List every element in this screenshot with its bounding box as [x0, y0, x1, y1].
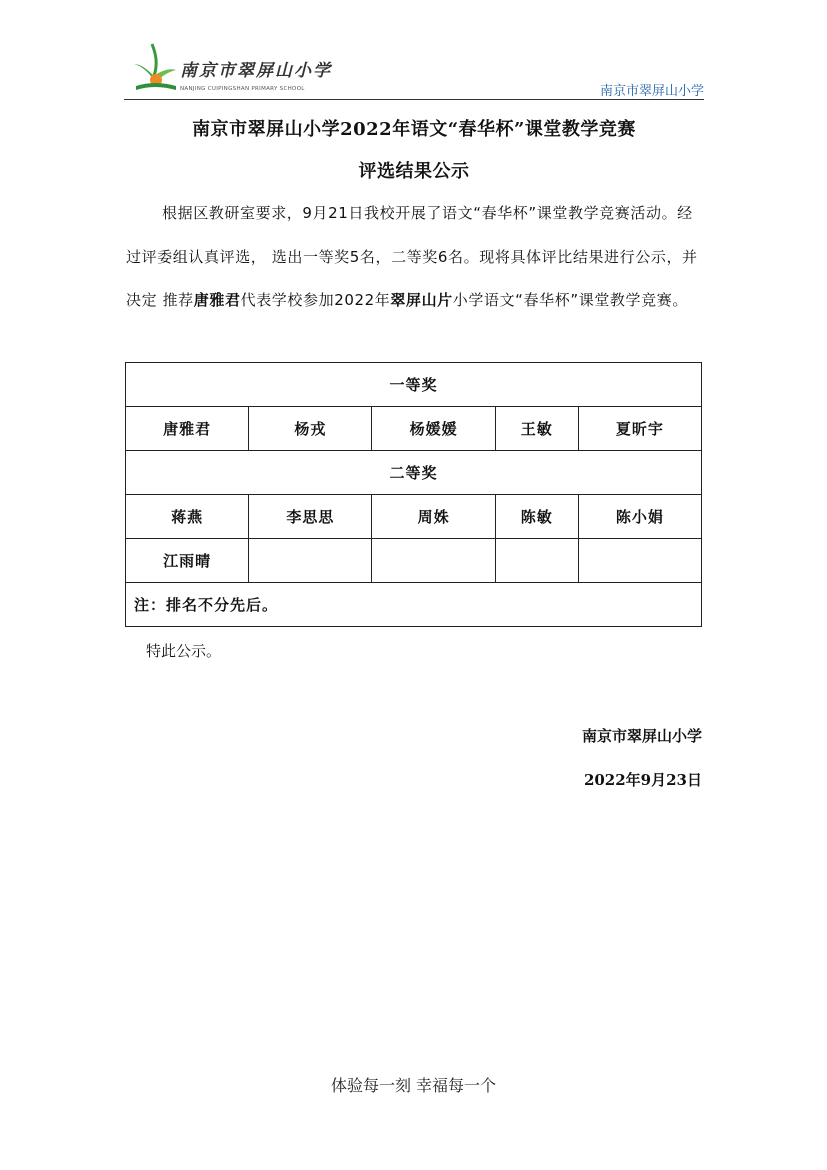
closing-text: 特此公示。	[146, 642, 222, 660]
empty-cell	[495, 539, 578, 583]
winner-cell: 李思思	[249, 495, 372, 539]
winner-cell: 蒋燕	[126, 495, 249, 539]
district-name: 翠屏山片	[390, 291, 453, 309]
winner-cell: 陈敏	[495, 495, 578, 539]
table-row	[126, 451, 702, 495]
winner-cell: 夏昕宇	[578, 407, 701, 451]
header-school-name: 南京市翠屏山小学	[599, 84, 704, 99]
winner-cell: 杨戎	[249, 407, 372, 451]
empty-cell	[372, 539, 495, 583]
awards-table	[125, 362, 702, 627]
page-header	[124, 36, 704, 100]
table-row	[126, 363, 702, 407]
empty-cell	[249, 539, 372, 583]
page-subtitle: 评选结果公示	[358, 161, 470, 182]
table-row	[126, 539, 702, 583]
second-prize-heading: 二等奖	[126, 451, 702, 495]
page-title: 南京市翠屏山小学2022年语文“春华杯”课堂教学竞赛	[192, 119, 636, 140]
recommended-teacher: 唐雅君	[193, 291, 241, 309]
signature-date: 2022年9月23日	[583, 771, 702, 789]
header-divider	[124, 99, 704, 100]
school-logo	[132, 42, 332, 98]
ranking-note: 注：排名不分先后。	[126, 583, 702, 627]
intro-text-1: 根据区教研室要求，9月21日我校开展了语文“春华杯”课堂教学竞赛活动。经过评委组认真评选， 选出一等奖5名，二等奖6名。现将具体评比结果进行公示，并决定 推荐	[126, 204, 698, 309]
empty-cell	[578, 539, 701, 583]
intro-paragraph	[126, 192, 704, 323]
intro-text-3: 小学语文“春华杯”课堂教学竞赛。	[452, 291, 688, 309]
school-logo-icon	[132, 42, 178, 96]
winner-cell: 王敏	[495, 407, 578, 451]
winner-cell: 江雨晴	[126, 539, 249, 583]
table-row	[126, 495, 702, 539]
first-prize-heading: 一等奖	[126, 363, 702, 407]
signature-school: 南京市翠屏山小学	[581, 727, 702, 745]
logo-chinese-text: 南京市翠屏山小学	[180, 61, 332, 81]
winner-cell: 唐雅君	[126, 407, 249, 451]
table-row	[126, 407, 702, 451]
winner-cell: 陈小娟	[578, 495, 701, 539]
intro-text-2: 代表学校参加2022年	[240, 291, 391, 309]
logo-english-text: NANJING CUIPINGSHAN PRIMARY SCHOOL	[180, 86, 305, 92]
table-row	[126, 583, 702, 627]
winner-cell: 杨媛媛	[372, 407, 495, 451]
winner-cell: 周姝	[372, 495, 495, 539]
footer-slogan: 体验每一刻 幸福每一个	[330, 1076, 497, 1095]
